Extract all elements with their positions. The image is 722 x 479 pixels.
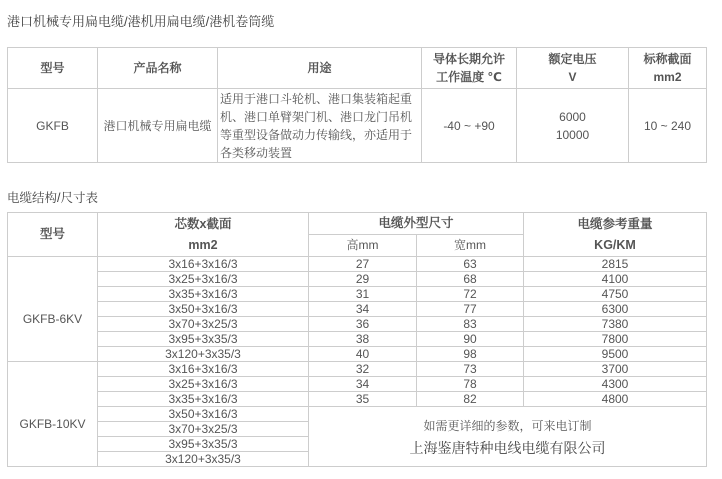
cell-width: 63 bbox=[417, 257, 524, 272]
cell-cores: 3x16+3x16/3 bbox=[98, 257, 309, 272]
cell-cores: 3x50+3x16/3 bbox=[98, 302, 309, 317]
size-section-title: 电缆结构/尺寸表 bbox=[7, 191, 98, 205]
cell-width: 77 bbox=[417, 302, 524, 317]
cell-cores: 3x70+3x25/3 bbox=[98, 317, 309, 332]
custom-order-note bbox=[309, 407, 707, 467]
cell-weight: 7380 bbox=[524, 317, 707, 332]
size-table-body bbox=[8, 257, 707, 467]
cell-cores: 3x35+3x16/3 bbox=[98, 392, 309, 407]
cell-height: 32 bbox=[309, 362, 417, 377]
cell-height: 34 bbox=[309, 302, 417, 317]
cell-model: GKFB-10KV bbox=[8, 362, 98, 467]
product-table-header-row bbox=[8, 48, 707, 89]
cell-height: 27 bbox=[309, 257, 417, 272]
table-row bbox=[8, 332, 707, 347]
header-usage: 用途 bbox=[218, 48, 422, 89]
header-dimensions: 电缆外型尺寸 bbox=[309, 213, 524, 235]
header-temperature-line1: 导体长期允许 bbox=[432, 52, 505, 66]
header-product-name: 产品名称 bbox=[98, 48, 218, 89]
cell-weight: 9500 bbox=[524, 347, 707, 362]
cell-height: 38 bbox=[309, 332, 417, 347]
cell-product-name: 港口机械专用扁电缆 bbox=[98, 89, 218, 163]
table-row bbox=[8, 377, 707, 392]
cell-weight: 7800 bbox=[524, 332, 707, 347]
cell-weight: 4300 bbox=[524, 377, 707, 392]
size-table-header-row-1 bbox=[8, 213, 707, 235]
table-row bbox=[8, 362, 707, 377]
header-weight bbox=[524, 213, 707, 257]
cell-width: 73 bbox=[417, 362, 524, 377]
cell-cores: 3x120+3x35/3 bbox=[98, 347, 309, 362]
cell-voltage bbox=[517, 89, 629, 163]
header-cores-line1: 芯数x截面 bbox=[174, 216, 232, 231]
page-title: 港口机械专用扁电缆/港机用扁电缆/港机卷筒缆 bbox=[7, 14, 275, 29]
cell-weight: 3700 bbox=[524, 362, 707, 377]
cell-width: 78 bbox=[417, 377, 524, 392]
cell-height: 34 bbox=[309, 377, 417, 392]
header-voltage bbox=[517, 48, 629, 89]
cell-height: 35 bbox=[309, 392, 417, 407]
header-section-line1: 标称截面 bbox=[643, 52, 692, 66]
header-voltage-line2: V bbox=[568, 70, 577, 84]
cell-cores: 3x95+3x35/3 bbox=[98, 437, 309, 452]
table-row bbox=[8, 392, 707, 407]
header-cores bbox=[98, 213, 309, 257]
cell-cores: 3x35+3x16/3 bbox=[98, 287, 309, 302]
header-model: 型号 bbox=[8, 213, 98, 257]
cell-weight: 4750 bbox=[524, 287, 707, 302]
cell-section: 10 ~ 240 bbox=[629, 89, 707, 163]
size-table-head bbox=[8, 213, 707, 257]
cell-cores: 3x25+3x16/3 bbox=[98, 377, 309, 392]
header-weight-line2: KG/KM bbox=[594, 237, 636, 252]
header-cores-line2: mm2 bbox=[188, 237, 218, 252]
cell-voltage-value-1: 6000 bbox=[559, 109, 586, 124]
header-model: 型号 bbox=[8, 48, 98, 89]
cell-cores: 3x120+3x35/3 bbox=[98, 452, 309, 467]
header-voltage-line1: 额定电压 bbox=[548, 52, 597, 66]
cell-weight: 4100 bbox=[524, 272, 707, 287]
table-row bbox=[8, 317, 707, 332]
size-table bbox=[7, 212, 707, 467]
table-row bbox=[8, 287, 707, 302]
table-row bbox=[8, 347, 707, 362]
header-height: 高mm bbox=[309, 235, 417, 257]
cell-height: 36 bbox=[309, 317, 417, 332]
custom-order-note-text: 如需更详细的参数，可来电订制 bbox=[423, 418, 592, 433]
header-temperature-line2: 工作温度 ℃ bbox=[436, 70, 502, 84]
cell-weight: 2815 bbox=[524, 257, 707, 272]
header-weight-line1: 电缆参考重量 bbox=[577, 216, 653, 231]
cell-weight: 6300 bbox=[524, 302, 707, 317]
cell-usage: 适用于港口斗轮机、港口集装箱起重机、港口单臂架门机、港口龙门吊机等重型设备做动力传输线，亦适用于各类移动装置 bbox=[218, 89, 422, 163]
cell-height: 31 bbox=[309, 287, 417, 302]
header-section-line2: mm2 bbox=[653, 70, 682, 84]
cell-width: 98 bbox=[417, 347, 524, 362]
cell-model: GKFB-6KV bbox=[8, 257, 98, 362]
table-row bbox=[8, 89, 707, 163]
header-width: 宽mm bbox=[417, 235, 524, 257]
table-row bbox=[8, 407, 707, 422]
cell-width: 82 bbox=[417, 392, 524, 407]
cell-width: 72 bbox=[417, 287, 524, 302]
cell-height: 40 bbox=[309, 347, 417, 362]
cell-cores: 3x95+3x35/3 bbox=[98, 332, 309, 347]
company-name: 上海鉴唐特种电线电缆有限公司 bbox=[409, 439, 606, 456]
cell-weight: 4800 bbox=[524, 392, 707, 407]
header-temperature bbox=[422, 48, 517, 89]
cell-cores: 3x16+3x16/3 bbox=[98, 362, 309, 377]
table-row bbox=[8, 272, 707, 287]
header-section bbox=[629, 48, 707, 89]
cell-cores: 3x50+3x16/3 bbox=[98, 407, 309, 422]
cell-width: 68 bbox=[417, 272, 524, 287]
cell-model: GKFB bbox=[8, 89, 98, 163]
cell-width: 83 bbox=[417, 317, 524, 332]
cell-width: 90 bbox=[417, 332, 524, 347]
cell-voltage-value-2: 10000 bbox=[555, 127, 590, 142]
product-table-body bbox=[8, 48, 707, 163]
table-row bbox=[8, 257, 707, 272]
cell-cores: 3x25+3x16/3 bbox=[98, 272, 309, 287]
table-row bbox=[8, 302, 707, 317]
cell-temperature: -40 ~ +90 bbox=[422, 89, 517, 163]
cell-cores: 3x70+3x25/3 bbox=[98, 422, 309, 437]
product-table bbox=[7, 47, 707, 163]
cell-height: 29 bbox=[309, 272, 417, 287]
